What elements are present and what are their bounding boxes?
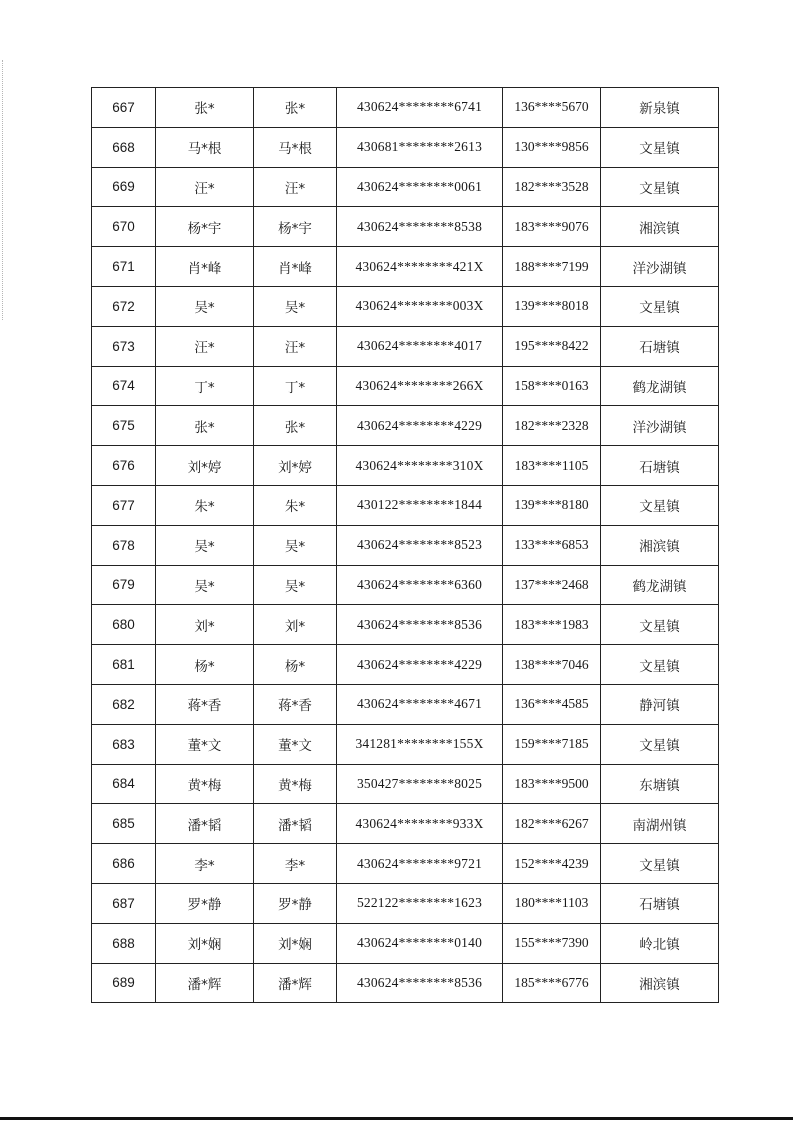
name-cell: 肖*峰 (156, 247, 254, 287)
id-number-cell: 430624********933X (337, 804, 503, 844)
row-number-cell: 670 (92, 207, 156, 247)
applicant-cell: 吴* (254, 565, 337, 605)
row-number-cell: 685 (92, 804, 156, 844)
name-cell: 董*文 (156, 724, 254, 764)
id-number-cell: 430624********310X (337, 446, 503, 486)
row-number-cell: 675 (92, 406, 156, 446)
applicant-cell: 吴* (254, 525, 337, 565)
id-number-cell: 430681********2613 (337, 127, 503, 167)
table-row (92, 326, 719, 366)
town-cell: 文星镇 (601, 844, 719, 884)
table-row (92, 684, 719, 724)
name-cell: 杨*宇 (156, 207, 254, 247)
town-cell: 湘滨镇 (601, 207, 719, 247)
applicant-cell: 潘*辉 (254, 963, 337, 1003)
phone-cell: 155****7390 (503, 923, 601, 963)
row-number-cell: 687 (92, 883, 156, 923)
row-number-cell: 676 (92, 446, 156, 486)
town-cell: 静河镇 (601, 684, 719, 724)
id-number-cell: 430122********1844 (337, 485, 503, 525)
table-row (92, 446, 719, 486)
phone-cell: 182****3528 (503, 167, 601, 207)
table-row (92, 485, 719, 525)
row-number-cell: 669 (92, 167, 156, 207)
registration-table (91, 87, 719, 1003)
town-cell: 文星镇 (601, 167, 719, 207)
id-number-cell: 430624********8536 (337, 963, 503, 1003)
id-number-cell: 430624********4671 (337, 684, 503, 724)
applicant-cell: 朱* (254, 485, 337, 525)
applicant-cell: 董*文 (254, 724, 337, 764)
applicant-cell: 汪* (254, 167, 337, 207)
applicant-cell: 汪* (254, 326, 337, 366)
table-row (92, 645, 719, 685)
phone-cell: 183****1983 (503, 605, 601, 645)
phone-cell: 183****1105 (503, 446, 601, 486)
town-cell: 文星镇 (601, 645, 719, 685)
town-cell: 文星镇 (601, 127, 719, 167)
town-cell: 洋沙湖镇 (601, 406, 719, 446)
name-cell: 吴* (156, 565, 254, 605)
table-row (92, 366, 719, 406)
name-cell: 潘*辉 (156, 963, 254, 1003)
phone-cell: 183****9500 (503, 764, 601, 804)
town-cell: 洋沙湖镇 (601, 247, 719, 287)
phone-cell: 182****6267 (503, 804, 601, 844)
name-cell: 蒋*香 (156, 684, 254, 724)
row-number-cell: 688 (92, 923, 156, 963)
applicant-cell: 李* (254, 844, 337, 884)
phone-cell: 158****0163 (503, 366, 601, 406)
town-cell: 东塘镇 (601, 764, 719, 804)
phone-cell: 136****4585 (503, 684, 601, 724)
table-row (92, 286, 719, 326)
applicant-cell: 蒋*香 (254, 684, 337, 724)
phone-cell: 152****4239 (503, 844, 601, 884)
applicant-cell: 张* (254, 406, 337, 446)
name-cell: 丁* (156, 366, 254, 406)
table-row (92, 764, 719, 804)
applicant-cell: 吴* (254, 286, 337, 326)
row-number-cell: 686 (92, 844, 156, 884)
phone-cell: 180****1103 (503, 883, 601, 923)
name-cell: 张* (156, 88, 254, 128)
table-row (92, 127, 719, 167)
table-row (92, 406, 719, 446)
table-row (92, 605, 719, 645)
applicant-cell: 丁* (254, 366, 337, 406)
town-cell: 石塘镇 (601, 446, 719, 486)
town-cell: 新泉镇 (601, 88, 719, 128)
name-cell: 黄*梅 (156, 764, 254, 804)
name-cell: 杨* (156, 645, 254, 685)
applicant-cell: 杨* (254, 645, 337, 685)
table-row (92, 88, 719, 128)
phone-cell: 195****8422 (503, 326, 601, 366)
name-cell: 朱* (156, 485, 254, 525)
row-number-cell: 680 (92, 605, 156, 645)
name-cell: 吴* (156, 525, 254, 565)
id-number-cell: 350427********8025 (337, 764, 503, 804)
table-row (92, 883, 719, 923)
town-cell: 南湖州镇 (601, 804, 719, 844)
row-number-cell: 677 (92, 485, 156, 525)
id-number-cell: 430624********6360 (337, 565, 503, 605)
table-row (92, 565, 719, 605)
row-number-cell: 668 (92, 127, 156, 167)
id-number-cell: 430624********8538 (337, 207, 503, 247)
town-cell: 文星镇 (601, 286, 719, 326)
phone-cell: 130****9856 (503, 127, 601, 167)
applicant-cell: 肖*峰 (254, 247, 337, 287)
name-cell: 马*根 (156, 127, 254, 167)
row-number-cell: 684 (92, 764, 156, 804)
name-cell: 刘*婷 (156, 446, 254, 486)
phone-cell: 133****6853 (503, 525, 601, 565)
id-number-cell: 430624********0140 (337, 923, 503, 963)
table-row (92, 844, 719, 884)
table-row (92, 963, 719, 1003)
bottom-rule (0, 1117, 793, 1120)
phone-cell: 138****7046 (503, 645, 601, 685)
row-number-cell: 683 (92, 724, 156, 764)
id-number-cell: 430624********4229 (337, 645, 503, 685)
id-number-cell: 430624********4017 (337, 326, 503, 366)
id-number-cell: 430624********0061 (337, 167, 503, 207)
id-number-cell: 430624********4229 (337, 406, 503, 446)
town-cell: 文星镇 (601, 485, 719, 525)
applicant-cell: 刘*娴 (254, 923, 337, 963)
id-number-cell: 430624********003X (337, 286, 503, 326)
phone-cell: 139****8018 (503, 286, 601, 326)
town-cell: 湘滨镇 (601, 963, 719, 1003)
phone-cell: 183****9076 (503, 207, 601, 247)
row-number-cell: 681 (92, 645, 156, 685)
applicant-cell: 罗*静 (254, 883, 337, 923)
phone-cell: 159****7185 (503, 724, 601, 764)
phone-cell: 182****2328 (503, 406, 601, 446)
name-cell: 汪* (156, 326, 254, 366)
applicant-cell: 潘*韬 (254, 804, 337, 844)
table-row (92, 525, 719, 565)
name-cell: 刘* (156, 605, 254, 645)
applicant-cell: 刘* (254, 605, 337, 645)
town-cell: 文星镇 (601, 724, 719, 764)
applicant-cell: 张* (254, 88, 337, 128)
town-cell: 湘滨镇 (601, 525, 719, 565)
row-number-cell: 673 (92, 326, 156, 366)
id-number-cell: 430624********9721 (337, 844, 503, 884)
table-row (92, 247, 719, 287)
phone-cell: 137****2468 (503, 565, 601, 605)
table-row (92, 804, 719, 844)
town-cell: 石塘镇 (601, 883, 719, 923)
table-row (92, 724, 719, 764)
row-number-cell: 679 (92, 565, 156, 605)
name-cell: 潘*韬 (156, 804, 254, 844)
name-cell: 吴* (156, 286, 254, 326)
table-body (92, 88, 719, 1003)
row-number-cell: 672 (92, 286, 156, 326)
phone-cell: 136****5670 (503, 88, 601, 128)
name-cell: 汪* (156, 167, 254, 207)
row-number-cell: 682 (92, 684, 156, 724)
id-number-cell: 522122********1623 (337, 883, 503, 923)
town-cell: 鹤龙湖镇 (601, 565, 719, 605)
town-cell: 鹤龙湖镇 (601, 366, 719, 406)
row-number-cell: 689 (92, 963, 156, 1003)
row-number-cell: 667 (92, 88, 156, 128)
margin-dots (2, 60, 5, 320)
table-row (92, 167, 719, 207)
table-row (92, 923, 719, 963)
applicant-cell: 黄*梅 (254, 764, 337, 804)
table-row (92, 207, 719, 247)
phone-cell: 188****7199 (503, 247, 601, 287)
name-cell: 张* (156, 406, 254, 446)
row-number-cell: 674 (92, 366, 156, 406)
name-cell: 李* (156, 844, 254, 884)
id-number-cell: 430624********266X (337, 366, 503, 406)
town-cell: 石塘镇 (601, 326, 719, 366)
name-cell: 刘*娴 (156, 923, 254, 963)
id-number-cell: 430624********421X (337, 247, 503, 287)
applicant-cell: 杨*宇 (254, 207, 337, 247)
row-number-cell: 671 (92, 247, 156, 287)
id-number-cell: 430624********6741 (337, 88, 503, 128)
town-cell: 岭北镇 (601, 923, 719, 963)
id-number-cell: 430624********8536 (337, 605, 503, 645)
applicant-cell: 马*根 (254, 127, 337, 167)
id-number-cell: 341281********155X (337, 724, 503, 764)
town-cell: 文星镇 (601, 605, 719, 645)
phone-cell: 185****6776 (503, 963, 601, 1003)
phone-cell: 139****8180 (503, 485, 601, 525)
row-number-cell: 678 (92, 525, 156, 565)
applicant-cell: 刘*婷 (254, 446, 337, 486)
id-number-cell: 430624********8523 (337, 525, 503, 565)
name-cell: 罗*静 (156, 883, 254, 923)
